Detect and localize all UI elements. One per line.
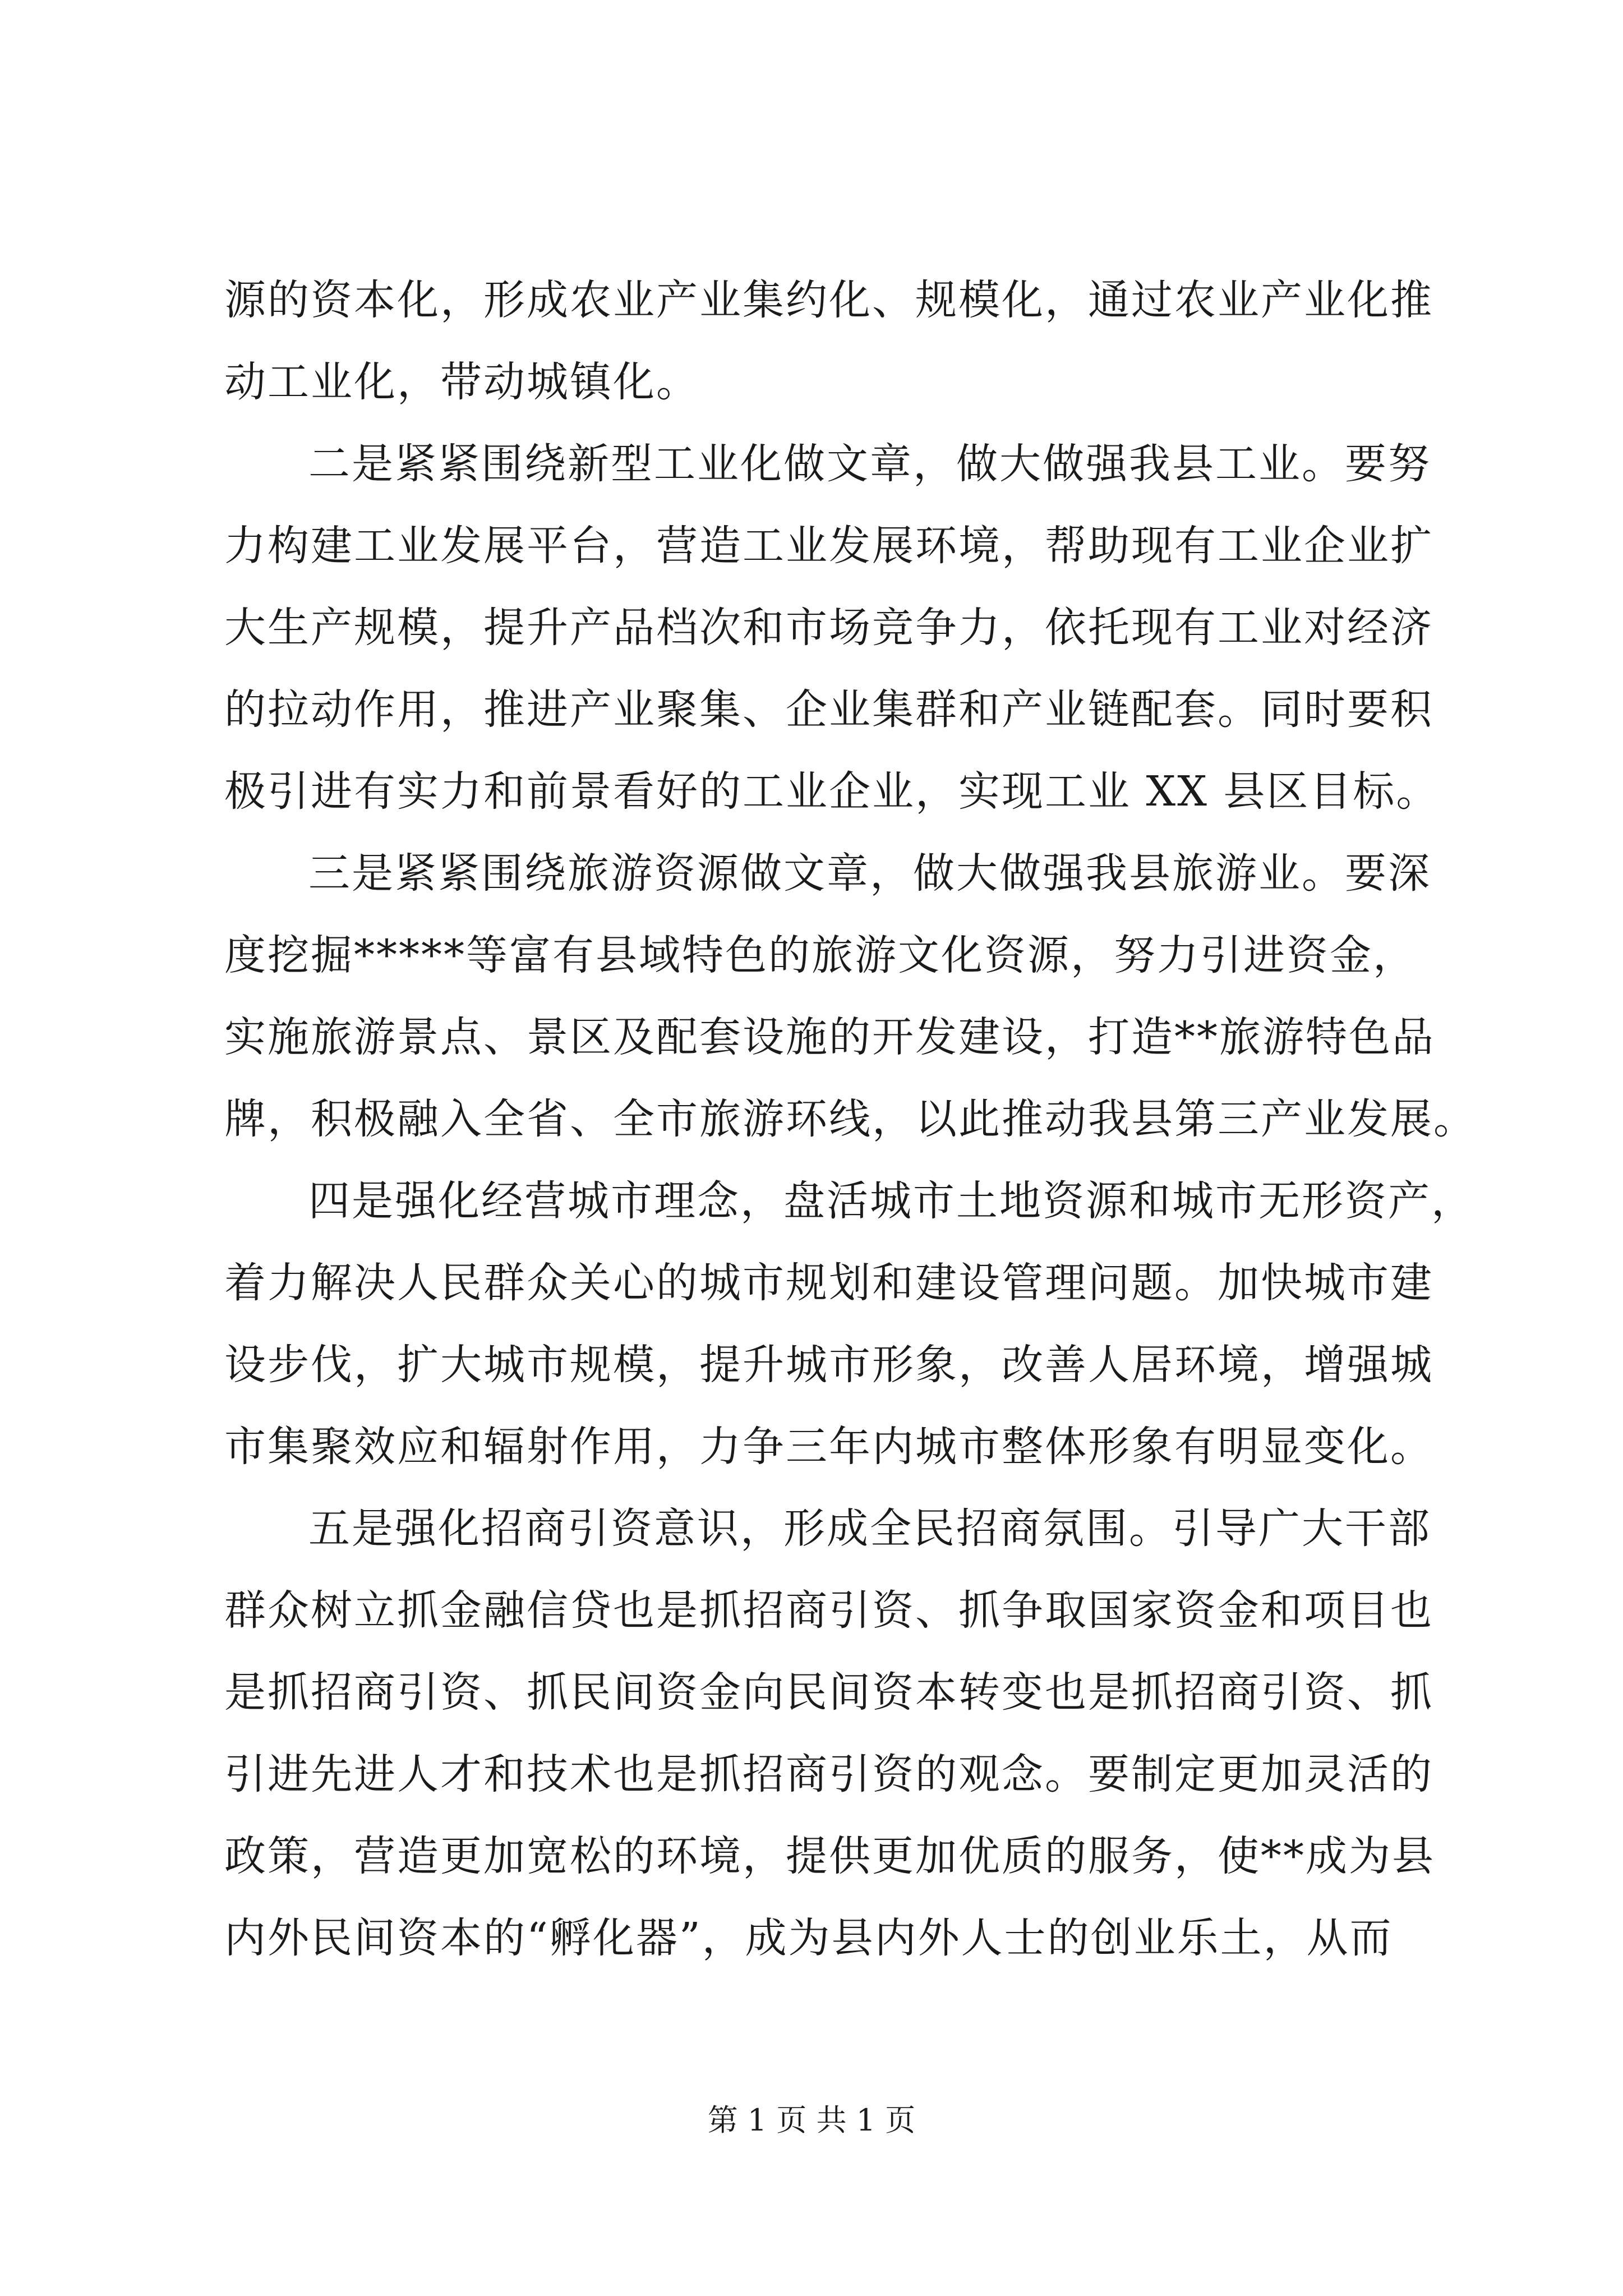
paragraph-3 xyxy=(224,832,1477,1160)
paragraph-4 xyxy=(224,1160,1474,1488)
document-body xyxy=(224,259,1477,1979)
text-line: 政策，营造更加宽松的环境，提供更加优质的服务，使**成为县 xyxy=(224,1832,1435,1880)
text-line: 度挖掘*****等富有县域特色的旅游文化资源，努力引进资金， xyxy=(224,931,1416,979)
paragraph-5 xyxy=(224,1488,1435,1979)
text-line: 源的资本化，形成农业产业集约化、规模化，通过农业产业化推 xyxy=(224,276,1433,324)
text-line: 内外民间资本的“孵化器”，成为县内外人士的创业乐土，从而 xyxy=(224,1914,1393,1962)
page-footer: 第 1 页 共 1 页 xyxy=(707,2102,916,2138)
text-line: 是抓招商引资、抓民间资金向民间资本转变也是抓招商引资、抓 xyxy=(224,1668,1433,1717)
text-line: 的拉动作用，推进产业聚集、企业集群和产业链配套。同时要积 xyxy=(224,685,1433,734)
text-line: 动工业化，带动城镇化。 xyxy=(224,358,699,406)
text-line: 极引进有实力和前景看好的工业企业，实现工业 XX 县区目标。 xyxy=(224,767,1440,816)
text-line: 着力解决人民群众关心的城市规划和建设管理问题。加快城市建 xyxy=(224,1259,1433,1307)
paragraph-1 xyxy=(224,259,1433,423)
text-line: 设步伐，扩大城市规模，提升城市形象，改善人居环境，增强城 xyxy=(224,1341,1433,1389)
text-line: 引进先进人才和技术也是抓招商引资的观念。要制定更加灵活的 xyxy=(224,1750,1433,1798)
text-line: 市集聚效应和辐射作用，力争三年内城市整体形象有明显变化。 xyxy=(224,1423,1433,1471)
text-line: 五是强化招商引资意识，形成全民招商氛围。引导广大干部 xyxy=(308,1504,1431,1553)
text-line: 大生产规模，提升产品档次和市场竞争力，依托现有工业对经济 xyxy=(224,604,1433,652)
text-line: 二是紧紧围绕新型工业化做文章，做大做强我县工业。要努 xyxy=(308,440,1431,488)
paragraph-2 xyxy=(224,423,1440,832)
text-line: 三是紧紧围绕旅游资源做文章，做大做强我县旅游业。要深 xyxy=(308,849,1431,898)
text-line: 实施旅游景点、景区及配套设施的开发建设，打造**旅游特色品 xyxy=(224,1013,1435,1061)
text-line: 群众树立抓金融信贷也是抓招商引资、抓争取国家资金和项目也 xyxy=(224,1586,1433,1635)
text-line: 四是强化经营城市理念，盘活城市土地资源和城市无形资产， xyxy=(308,1177,1474,1225)
text-line: 牌，积极融入全省、全市旅游环线，以此推动我县第三产业发展。 xyxy=(224,1095,1477,1143)
text-line: 力构建工业发展平台，营造工业发展环境，帮助现有工业企业扩 xyxy=(224,522,1433,570)
